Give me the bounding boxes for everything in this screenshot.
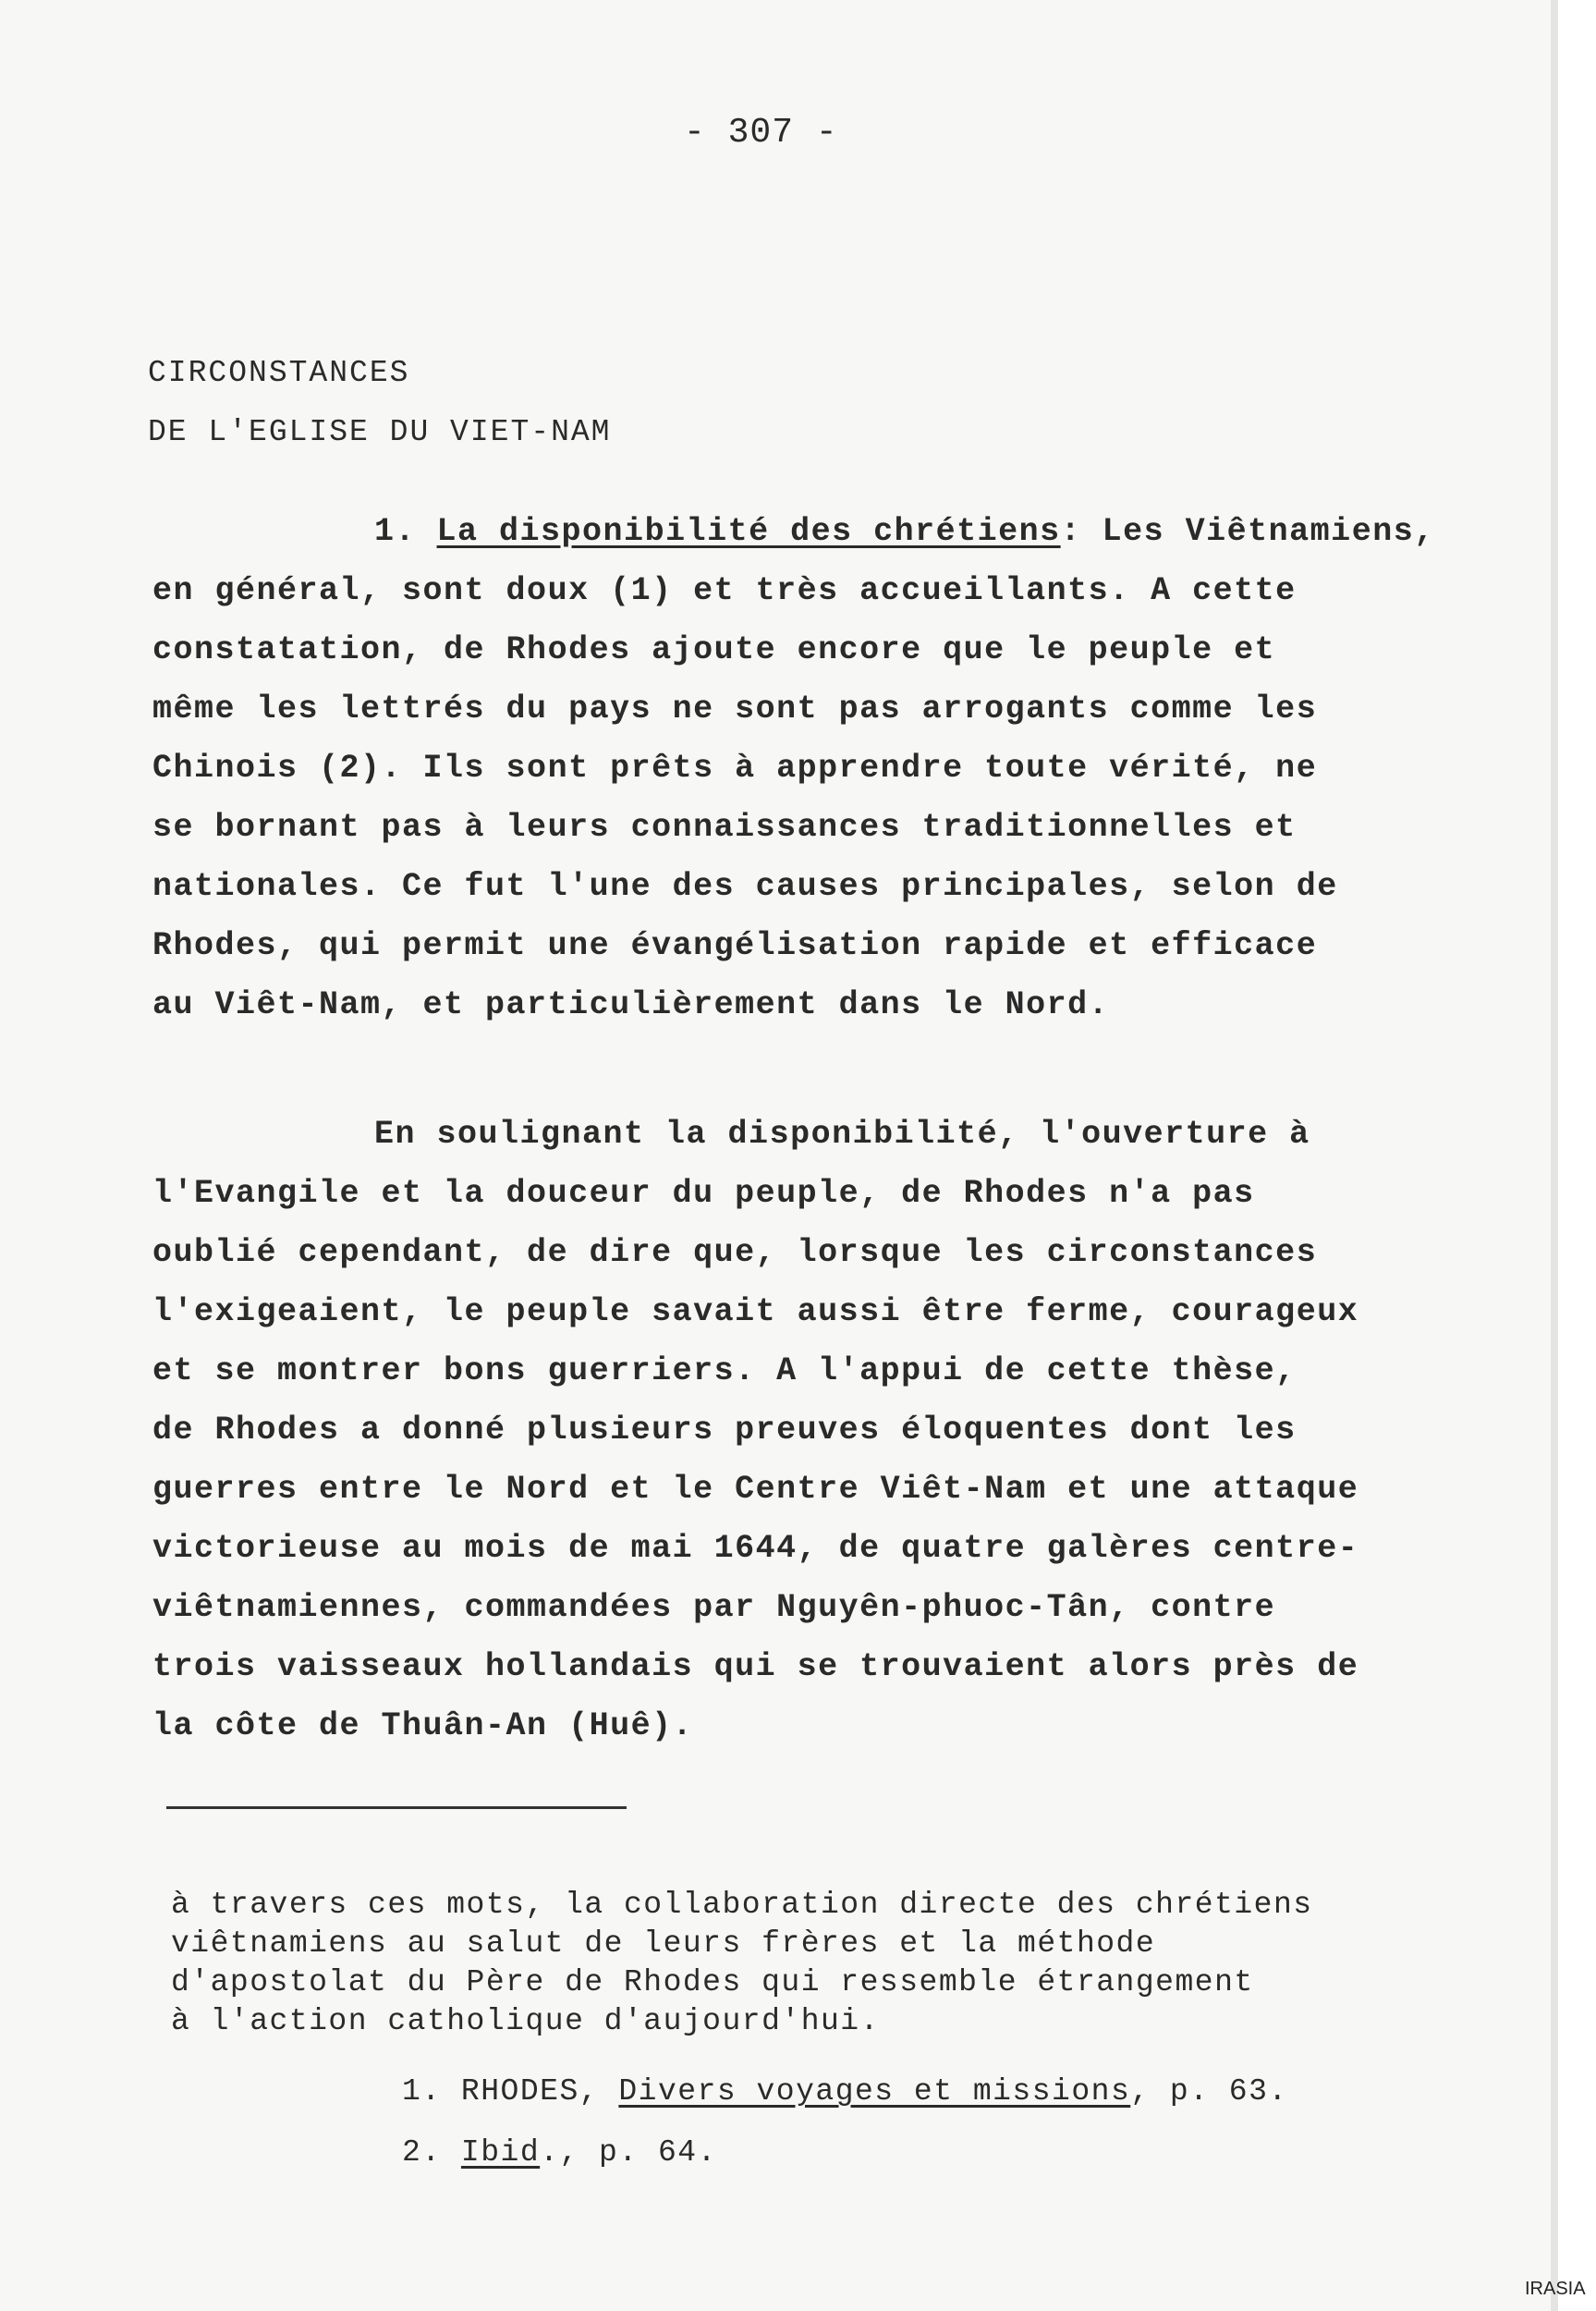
paragraph-line: Rhodes, qui permit une évangélisation rapide et efficace — [152, 927, 1318, 964]
page-edge — [1551, 0, 1558, 2311]
footnote-number: 2. — [402, 2135, 442, 2170]
page-number: - 307 - — [684, 113, 838, 153]
footnote-separator — [166, 1806, 627, 1809]
watermark: IRASIA — [1525, 2279, 1586, 2299]
footnote-1 — [402, 2061, 1288, 2122]
paragraph-line: Chinois (2). Ils sont prêts à apprendre toute vérité, ne — [152, 750, 1318, 787]
footnote-continuation-line: à l'action catholique d'aujourd'hui. — [171, 2004, 880, 2038]
paragraph-2-first-line: En soulignant la disponibilité, l'ouverture à — [374, 1116, 1310, 1153]
footnote-author: RHODES, — [460, 2074, 600, 2109]
paragraph-line: oublié cependant, de dire que, lorsque les circonstances — [152, 1234, 1318, 1271]
paragraph-line: en général, sont doux (1) et très accueillants. A cette — [152, 572, 1297, 609]
paragraph-line: trois vaisseaux hollandais qui se trouvaient alors près de — [152, 1648, 1359, 1685]
footnote-2 — [402, 2122, 1288, 2183]
footnote-continuation-line: viêtnamiens au salut de leurs frères et la méthode — [171, 1926, 1156, 1961]
paragraph-1-first-line-rest: : Les Viêtnamiens, — [1060, 513, 1435, 550]
paragraph-line: et se montrer bons guerriers. A l'appui de cette thèse, — [152, 1352, 1297, 1389]
paragraph-1-title: La disponibilité des chrétiens — [436, 513, 1061, 550]
paragraph-line: au Viêt-Nam, et particulièrement dans le Nord. — [152, 986, 1110, 1023]
paragraph-line: l'Evangile et la douceur du peuple, de Rhodes n'a pas — [152, 1175, 1255, 1212]
paragraph-1-first-line — [152, 502, 1435, 561]
footnote-continuation-line: à travers ces mots, la collaboration directe des chrétiens — [171, 1888, 1313, 1922]
footnote-title: Divers voyages et missions — [618, 2074, 1131, 2109]
section-heading — [148, 344, 611, 462]
paragraph-line: de Rhodes a donné plusieurs preuves éloquentes dont les — [152, 1412, 1297, 1449]
paragraph-1 — [152, 502, 1435, 1034]
footnote-continuation-line: d'apostolat du Père de Rhodes qui ressemble étrangement — [171, 1965, 1254, 1999]
footnote-page: , p. 63. — [1130, 2074, 1288, 2109]
paragraph-line: victorieuse au mois de mai 1644, de quatre galères centre- — [152, 1530, 1359, 1567]
paragraph-line: constatation, de Rhodes ajoute encore que le peuple et — [152, 631, 1276, 668]
footnote-continuation — [171, 1886, 1313, 2041]
footnotes — [402, 2061, 1288, 2183]
heading-line-1: CIRCONSTANCES — [148, 356, 410, 390]
paragraph-2 — [152, 1105, 1358, 1755]
paragraph-line: la côte de Thuân-An (Huê). — [152, 1707, 694, 1744]
paragraph-line: l'exigeaient, le peuple savait aussi être ferme, courageux — [152, 1293, 1359, 1330]
footnote-page: ., p. 64. — [540, 2135, 717, 2170]
paragraph-line: se bornant pas à leurs connaissances traditionnelles et — [152, 809, 1297, 846]
paragraph-line: même les lettrés du pays ne sont pas arrogants comme les — [152, 691, 1318, 728]
paragraph-1-number: 1. — [374, 513, 417, 550]
heading-line-2: DE L'EGLISE DU VIET-NAM — [148, 415, 612, 449]
footnote-title: Ibid — [460, 2135, 541, 2170]
paragraph-line: guerres entre le Nord et le Centre Viêt-Nam et une attaque — [152, 1471, 1359, 1508]
paragraph-line: viêtnamiennes, commandées par Nguyên-phuoc-Tân, contre — [152, 1589, 1276, 1626]
footnote-number: 1. — [402, 2074, 442, 2109]
paragraph-line: nationales. Ce fut l'une des causes principales, selon de — [152, 868, 1338, 905]
